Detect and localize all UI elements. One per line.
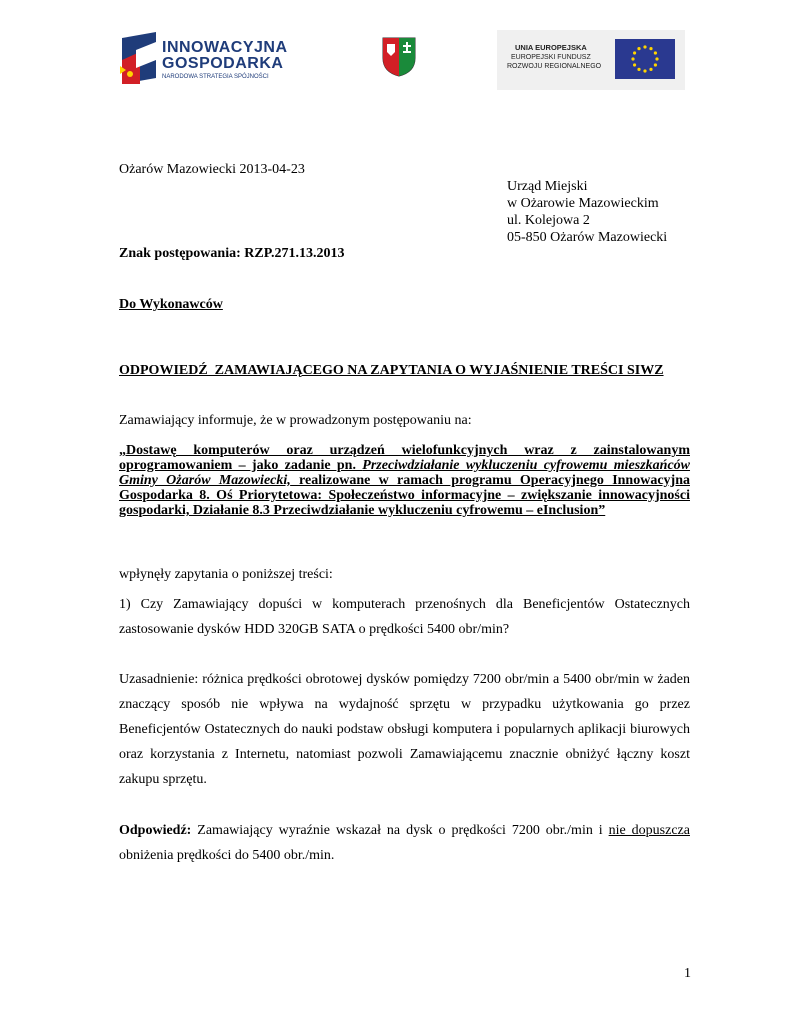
procurement-title-part1: „Dostawę komputerów oraz urządzeń wielofunkcyjnych wraz z zainstalowanym oprogramowaniem – jako zadanie pn. xyxy=(119,443,690,473)
procurement-title-part2: realizowane w ramach programu Operacyjnego Innowacyjna Gospodarka 8. Oś Priorytetowa: Społeczeństwo informacyjne – zwiększanie innowacyjności gospodarki, Działanie 8.3 Przeciwdziałanie wykluczeniu cyfrowemu – eInclusion” xyxy=(119,473,690,518)
address-block xyxy=(507,178,667,246)
regional-coat-of-arms xyxy=(381,36,417,78)
coat-of-arms-icon xyxy=(381,36,417,78)
intro-text: Zamawiający informuje, że w prowadzonym postępowaniu na: xyxy=(119,413,472,428)
answer-text-1: Zamawiający wyraźnie wskazał na dysk o prędkości 7200 obr./min i xyxy=(191,823,609,838)
ue-line1: UNIA EUROPEJSKA xyxy=(515,43,587,52)
justification: Uzasadnienie: różnica prędkości obrotowej dysków pomiędzy 7200 obr/min a 5400 obr/min w żaden znaczący sposób nie wpływa na wydajność sprzętu w przypadku użytkowania go przez Beneficjentów Ostatecznych do nauki podstaw obsługi komputera i popularnych aplikacji biurowych oraz korzystania z Internetu, natomiast pozwoli Zamawiającemu znacznie obniżyć łączny koszt zakupu sprzętu. xyxy=(119,672,690,787)
ig-flag-icon xyxy=(116,30,160,86)
ig-tagline: NARODOWA STRATEGIA SPÓJNOŚCI xyxy=(162,74,269,80)
ig-line1: INNOWACYJNA xyxy=(162,39,288,56)
answer-text-2: obniżenia prędkości do 5400 obr./min. xyxy=(119,848,335,863)
answer-underlined: nie dopuszcza xyxy=(608,823,690,838)
place-date: Ożarów Mazowiecki 2013-04-23 xyxy=(119,162,305,177)
document-heading: ODPOWIEDŹ ZAMAWIAJĄCEGO NA ZAPYTANIA O WYJAŚNIENIE TREŚCI SIWZ xyxy=(119,363,664,378)
innowacyjna-gospodarka-logo xyxy=(116,30,296,86)
answer xyxy=(119,818,690,868)
ue-line3: ROZWOJU REGIONALNEGO xyxy=(507,63,602,70)
page-number: 1 xyxy=(684,966,691,981)
address-line: 05-850 Ożarów Mazowiecki xyxy=(507,230,668,245)
recipient: Do Wykonawców xyxy=(119,297,223,312)
address-line: w Ożarowie Mazowieckim xyxy=(507,196,659,211)
question-1: 1) Czy Zamawiający dopuści w komputerach przenośnych dla Beneficjentów Ostatecznych zastosowanie dysków HDD 320GB SATA o prędkości 5400 obr/min? xyxy=(119,597,690,637)
answer-label: Odpowiedź: xyxy=(119,823,192,838)
address-line: Urząd Miejski xyxy=(507,179,588,194)
received-text: wpłynęły zapytania o poniższej treści: xyxy=(119,567,333,582)
ig-line2: GOSPODARKA xyxy=(162,55,284,72)
address-line: ul. Kolejowa 2 xyxy=(507,213,590,228)
procurement-title-italic: Przeciwdziałanie wykluczeniu cyfrowemu mieszkańców Gminy Ożarów Mazowiecki, xyxy=(119,458,691,488)
procurement-title xyxy=(119,443,690,518)
eu-flag-icon xyxy=(615,39,675,79)
ue-line2: EUROPEJSKI FUNDUSZ xyxy=(511,54,591,61)
case-reference: Znak postępowania: RZP.271.13.2013 xyxy=(119,246,345,261)
eu-fund-logo xyxy=(497,30,685,90)
